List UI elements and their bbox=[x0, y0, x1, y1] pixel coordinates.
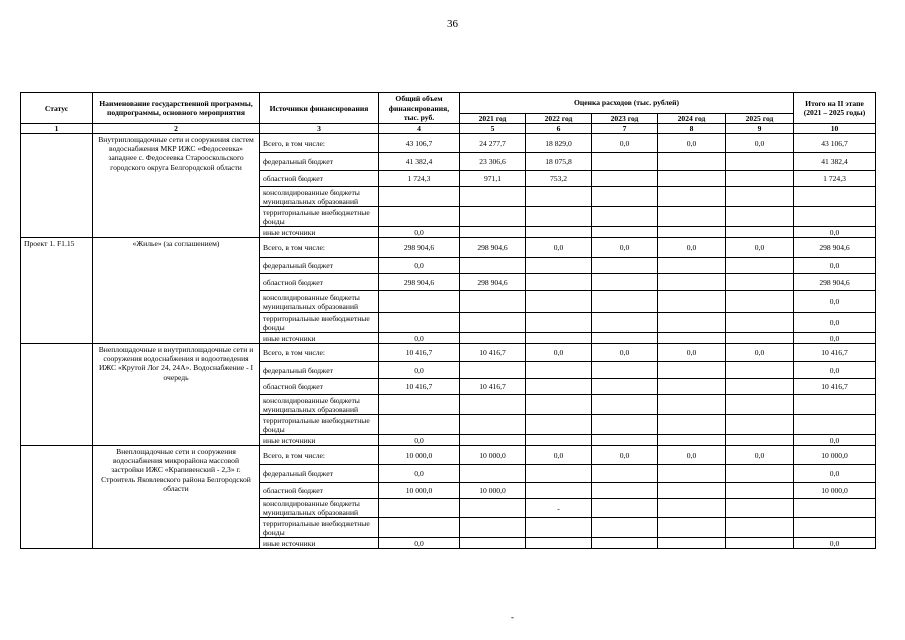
value-cell-y2023 bbox=[592, 538, 658, 549]
value-cell-stage: 0,0 bbox=[794, 313, 876, 333]
value-cell-y2025 bbox=[726, 313, 794, 333]
value-cell-y2021 bbox=[460, 187, 526, 207]
header-year: 2021 год bbox=[460, 114, 526, 124]
value-cell-y2023 bbox=[592, 187, 658, 207]
value-cell-y2025 bbox=[726, 415, 794, 435]
value-cell-stage: 10 416,7 bbox=[794, 379, 876, 395]
value-cell-y2022: 18 829,0 bbox=[526, 134, 592, 153]
value-cell-total: 298 904,6 bbox=[379, 238, 460, 258]
funding-source: иные источники bbox=[260, 227, 379, 238]
value-cell-y2022 bbox=[526, 258, 592, 274]
value-cell-y2023 bbox=[592, 379, 658, 395]
value-cell-total: 0,0 bbox=[379, 362, 460, 379]
header-sources: Источники финансирования bbox=[260, 93, 379, 124]
financing-table bbox=[20, 92, 876, 549]
value-cell-y2025 bbox=[726, 483, 794, 499]
header-year: 2022 год bbox=[526, 114, 592, 124]
column-number: 2 bbox=[93, 124, 260, 134]
value-cell-y2024 bbox=[658, 435, 726, 446]
funding-source: консолидированные бюджеты муниципальных образований bbox=[260, 499, 379, 518]
column-number: 3 bbox=[260, 124, 379, 134]
value-cell-stage: 43 106,7 bbox=[794, 134, 876, 153]
value-cell-stage: 298 904,6 bbox=[794, 274, 876, 291]
value-cell-y2021: 23 306,6 bbox=[460, 153, 526, 171]
value-cell-y2025 bbox=[726, 465, 794, 483]
value-cell-y2025 bbox=[726, 171, 794, 187]
value-cell-y2024: 0,0 bbox=[658, 446, 726, 465]
funding-source: территориальные внебюджетные фонды bbox=[260, 415, 379, 435]
value-cell-y2023 bbox=[592, 258, 658, 274]
value-cell-stage: 0,0 bbox=[794, 538, 876, 549]
value-cell-y2022 bbox=[526, 415, 592, 435]
value-cell-y2024: 0,0 bbox=[658, 238, 726, 258]
header-stage-total: Итого на II этапе (2021 – 2025 годы) bbox=[794, 93, 876, 124]
value-cell-y2023 bbox=[592, 362, 658, 379]
value-cell-total bbox=[379, 518, 460, 538]
value-cell-y2025: 0,0 bbox=[726, 446, 794, 465]
value-cell-y2022 bbox=[526, 333, 592, 344]
value-cell-y2022 bbox=[526, 483, 592, 499]
value-cell-total: 10 416,7 bbox=[379, 379, 460, 395]
value-cell-y2024 bbox=[658, 538, 726, 549]
value-cell-y2024: 0,0 bbox=[658, 134, 726, 153]
value-cell-y2025 bbox=[726, 362, 794, 379]
value-cell-y2025: 0,0 bbox=[726, 134, 794, 153]
value-cell-y2021 bbox=[460, 518, 526, 538]
value-cell-stage: 0,0 bbox=[794, 465, 876, 483]
header-estimate: Оценка расходов (тыс. рублей) bbox=[460, 93, 794, 114]
value-cell-total: 41 382,4 bbox=[379, 153, 460, 171]
value-cell-y2021 bbox=[460, 313, 526, 333]
header-status: Статус bbox=[21, 93, 93, 124]
value-cell-total: 0,0 bbox=[379, 538, 460, 549]
value-cell-total: 43 106,7 bbox=[379, 134, 460, 153]
funding-source: территориальные внебюджетные фонды bbox=[260, 207, 379, 227]
table-row bbox=[21, 134, 876, 153]
column-number: 7 bbox=[592, 124, 658, 134]
value-cell-stage: 0,0 bbox=[794, 291, 876, 313]
value-cell-y2023 bbox=[592, 313, 658, 333]
value-cell-total: 1 724,3 bbox=[379, 171, 460, 187]
value-cell-stage bbox=[794, 395, 876, 415]
value-cell-y2024 bbox=[658, 227, 726, 238]
value-cell-total: 0,0 bbox=[379, 333, 460, 344]
funding-source: федеральный бюджет bbox=[260, 465, 379, 483]
value-cell-y2024: 0,0 bbox=[658, 344, 726, 362]
value-cell-y2022: 753,2 bbox=[526, 171, 592, 187]
value-cell-y2022 bbox=[526, 362, 592, 379]
value-cell-y2021 bbox=[460, 258, 526, 274]
value-cell-y2025: 0,0 bbox=[726, 238, 794, 258]
value-cell-y2023 bbox=[592, 465, 658, 483]
value-cell-y2021 bbox=[460, 435, 526, 446]
value-cell-y2022 bbox=[526, 227, 592, 238]
page-number: 36 bbox=[447, 18, 458, 30]
value-cell-y2021 bbox=[460, 291, 526, 313]
value-cell-y2023 bbox=[592, 227, 658, 238]
value-cell-y2021 bbox=[460, 395, 526, 415]
value-cell-y2021 bbox=[460, 227, 526, 238]
funding-source: федеральный бюджет bbox=[260, 153, 379, 171]
value-cell-y2025 bbox=[726, 291, 794, 313]
value-cell-y2024 bbox=[658, 258, 726, 274]
section-status bbox=[21, 344, 93, 446]
value-cell-stage bbox=[794, 518, 876, 538]
value-cell-y2023 bbox=[592, 274, 658, 291]
table-row bbox=[21, 344, 876, 362]
value-cell-y2023 bbox=[592, 415, 658, 435]
funding-source: иные источники bbox=[260, 538, 379, 549]
value-cell-y2024 bbox=[658, 333, 726, 344]
section-name: Внутриплощадочные сети и сооружения систем водоснабжения МКР ИЖС «Федосеевка» западнее с. Федосеевка Старооскольского городского округа Белгородской области bbox=[93, 134, 260, 238]
value-cell-total bbox=[379, 499, 460, 518]
value-cell-stage bbox=[794, 207, 876, 227]
value-cell-y2025 bbox=[726, 499, 794, 518]
section-status bbox=[21, 446, 93, 549]
column-number: 6 bbox=[526, 124, 592, 134]
value-cell-y2024 bbox=[658, 187, 726, 207]
value-cell-stage: 10 000,0 bbox=[794, 483, 876, 499]
value-cell-stage: 0,0 bbox=[794, 362, 876, 379]
value-cell-y2025 bbox=[726, 333, 794, 344]
section-name: Внеплощадочные и внутриплощадочные сети и сооружения водоснабжения и водоотведения ИЖС «Крутой Лог 24, 24А». Водоснабжение - I очередь bbox=[93, 344, 260, 446]
value-cell-y2025 bbox=[726, 435, 794, 446]
value-cell-y2024 bbox=[658, 313, 726, 333]
value-cell-y2023 bbox=[592, 291, 658, 313]
value-cell-y2023 bbox=[592, 207, 658, 227]
value-cell-y2021 bbox=[460, 333, 526, 344]
value-cell-y2024 bbox=[658, 379, 726, 395]
funding-source: областной бюджет bbox=[260, 274, 379, 291]
header-year: 2025 год bbox=[726, 114, 794, 124]
value-cell-y2022: 0,0 bbox=[526, 344, 592, 362]
value-cell-y2024 bbox=[658, 171, 726, 187]
value-cell-stage: 0,0 bbox=[794, 258, 876, 274]
value-cell-total bbox=[379, 313, 460, 333]
value-cell-y2023: 0,0 bbox=[592, 344, 658, 362]
value-cell-total bbox=[379, 395, 460, 415]
value-cell-y2022: 18 075,8 bbox=[526, 153, 592, 171]
value-cell-y2022 bbox=[526, 465, 592, 483]
value-cell-stage bbox=[794, 499, 876, 518]
funding-source: областной бюджет bbox=[260, 171, 379, 187]
column-number: 5 bbox=[460, 124, 526, 134]
value-cell-y2025 bbox=[726, 518, 794, 538]
value-cell-y2024 bbox=[658, 415, 726, 435]
header-total: Общий объем финансирования, тыс. руб. bbox=[379, 93, 460, 124]
value-cell-y2023: 0,0 bbox=[592, 238, 658, 258]
value-cell-y2025 bbox=[726, 274, 794, 291]
funding-source: консолидированные бюджеты муниципальных образований bbox=[260, 395, 379, 415]
value-cell-total: 10 416,7 bbox=[379, 344, 460, 362]
value-cell-y2025 bbox=[726, 153, 794, 171]
value-cell-stage: 1 724,3 bbox=[794, 171, 876, 187]
value-cell-y2023 bbox=[592, 518, 658, 538]
value-cell-y2024 bbox=[658, 465, 726, 483]
value-cell-y2022: 0,0 bbox=[526, 238, 592, 258]
value-cell-y2024 bbox=[658, 291, 726, 313]
value-cell-stage: 0,0 bbox=[794, 333, 876, 344]
value-cell-y2023 bbox=[592, 171, 658, 187]
value-cell-y2021: 298 904,6 bbox=[460, 238, 526, 258]
value-cell-y2024 bbox=[658, 483, 726, 499]
value-cell-y2024 bbox=[658, 518, 726, 538]
value-cell-y2022 bbox=[526, 518, 592, 538]
column-number: 1 bbox=[21, 124, 93, 134]
value-cell-y2024 bbox=[658, 207, 726, 227]
value-cell-stage: 10 416,7 bbox=[794, 344, 876, 362]
value-cell-y2021: 10 416,7 bbox=[460, 344, 526, 362]
funding-source: консолидированные бюджеты муниципальных образований bbox=[260, 291, 379, 313]
table-row bbox=[21, 238, 876, 258]
value-cell-y2025 bbox=[726, 207, 794, 227]
value-cell-total: 0,0 bbox=[379, 227, 460, 238]
column-number: 4 bbox=[379, 124, 460, 134]
value-cell-y2025 bbox=[726, 187, 794, 207]
value-cell-total: 10 000,0 bbox=[379, 483, 460, 499]
value-cell-y2023 bbox=[592, 435, 658, 446]
footer-mark: - bbox=[511, 612, 514, 622]
funding-source: федеральный бюджет bbox=[260, 362, 379, 379]
value-cell-y2021 bbox=[460, 362, 526, 379]
value-cell-y2022 bbox=[526, 207, 592, 227]
funding-source: иные источники bbox=[260, 435, 379, 446]
value-cell-y2022 bbox=[526, 379, 592, 395]
value-cell-y2021 bbox=[460, 415, 526, 435]
value-cell-y2024 bbox=[658, 274, 726, 291]
value-cell-y2023: 0,0 bbox=[592, 134, 658, 153]
value-cell-total bbox=[379, 415, 460, 435]
value-cell-y2023 bbox=[592, 499, 658, 518]
value-cell-stage bbox=[794, 415, 876, 435]
value-cell-y2024 bbox=[658, 395, 726, 415]
funding-source: областной бюджет bbox=[260, 483, 379, 499]
value-cell-total bbox=[379, 187, 460, 207]
value-cell-y2022 bbox=[526, 435, 592, 446]
value-cell-y2025 bbox=[726, 258, 794, 274]
value-cell-y2021: 10 000,0 bbox=[460, 483, 526, 499]
header-name: Наименование государственной программы, подпрограммы, основного мероприятия bbox=[93, 93, 260, 124]
value-cell-y2025 bbox=[726, 227, 794, 238]
value-cell-y2022 bbox=[526, 538, 592, 549]
value-cell-y2022 bbox=[526, 274, 592, 291]
value-cell-y2023 bbox=[592, 483, 658, 499]
value-cell-y2021: 10 416,7 bbox=[460, 379, 526, 395]
value-cell-y2025 bbox=[726, 395, 794, 415]
value-cell-stage bbox=[794, 187, 876, 207]
value-cell-total: 10 000,0 bbox=[379, 446, 460, 465]
value-cell-y2021 bbox=[460, 538, 526, 549]
funding-source: консолидированные бюджеты муниципальных образований bbox=[260, 187, 379, 207]
value-cell-y2021: 971,1 bbox=[460, 171, 526, 187]
value-cell-y2022: - bbox=[526, 499, 592, 518]
funding-source: иные источники bbox=[260, 333, 379, 344]
funding-source: территориальные внебюджетные фонды bbox=[260, 518, 379, 538]
value-cell-y2022 bbox=[526, 395, 592, 415]
value-cell-y2024 bbox=[658, 499, 726, 518]
value-cell-y2022 bbox=[526, 313, 592, 333]
column-number-row bbox=[21, 124, 876, 134]
column-number: 8 bbox=[658, 124, 726, 134]
value-cell-total: 0,0 bbox=[379, 258, 460, 274]
funding-source: территориальные внебюджетные фонды bbox=[260, 313, 379, 333]
value-cell-y2023: 0,0 bbox=[592, 446, 658, 465]
section-status: Проект 1. F1.15 bbox=[21, 238, 93, 344]
funding-source: федеральный бюджет bbox=[260, 258, 379, 274]
value-cell-total bbox=[379, 207, 460, 227]
value-cell-y2024 bbox=[658, 153, 726, 171]
value-cell-y2021 bbox=[460, 499, 526, 518]
value-cell-stage: 0,0 bbox=[794, 435, 876, 446]
value-cell-y2025 bbox=[726, 379, 794, 395]
funding-source: Всего, в том числе: bbox=[260, 134, 379, 153]
value-cell-y2023 bbox=[592, 395, 658, 415]
section-status bbox=[21, 134, 93, 238]
value-cell-stage: 41 382,4 bbox=[794, 153, 876, 171]
value-cell-y2021: 298 904,6 bbox=[460, 274, 526, 291]
value-cell-stage: 10 000,0 bbox=[794, 446, 876, 465]
value-cell-y2021: 10 000,0 bbox=[460, 446, 526, 465]
value-cell-y2025 bbox=[726, 538, 794, 549]
value-cell-stage: 298 904,6 bbox=[794, 238, 876, 258]
value-cell-y2021: 24 277,7 bbox=[460, 134, 526, 153]
value-cell-y2021 bbox=[460, 207, 526, 227]
value-cell-y2021 bbox=[460, 465, 526, 483]
funding-source: Всего, в том числе: bbox=[260, 446, 379, 465]
funding-source: областной бюджет bbox=[260, 379, 379, 395]
value-cell-total: 298 904,6 bbox=[379, 274, 460, 291]
funding-source: Всего, в том числе: bbox=[260, 344, 379, 362]
header-year: 2023 год bbox=[592, 114, 658, 124]
value-cell-stage: 0,0 bbox=[794, 227, 876, 238]
value-cell-total: 0,0 bbox=[379, 465, 460, 483]
header-year: 2024 год bbox=[658, 114, 726, 124]
value-cell-total: 0,0 bbox=[379, 435, 460, 446]
value-cell-y2023 bbox=[592, 153, 658, 171]
value-cell-total bbox=[379, 291, 460, 313]
value-cell-y2022 bbox=[526, 291, 592, 313]
value-cell-y2025: 0,0 bbox=[726, 344, 794, 362]
value-cell-y2024 bbox=[658, 362, 726, 379]
column-number: 9 bbox=[726, 124, 794, 134]
value-cell-y2022: 0,0 bbox=[526, 446, 592, 465]
section-name: Внеплощадочные сети и сооружения водоснабжения микрорайона массовой застройки ИЖС «Крапивенский - 2,3» г. Строитель Яковлевского района Белгородской области bbox=[93, 446, 260, 549]
funding-source: Всего, в том числе: bbox=[260, 238, 379, 258]
column-number: 10 bbox=[794, 124, 876, 134]
table-row bbox=[21, 446, 876, 465]
section-name: «Жилье» (за соглашением) bbox=[93, 238, 260, 344]
value-cell-y2023 bbox=[592, 333, 658, 344]
value-cell-y2022 bbox=[526, 187, 592, 207]
